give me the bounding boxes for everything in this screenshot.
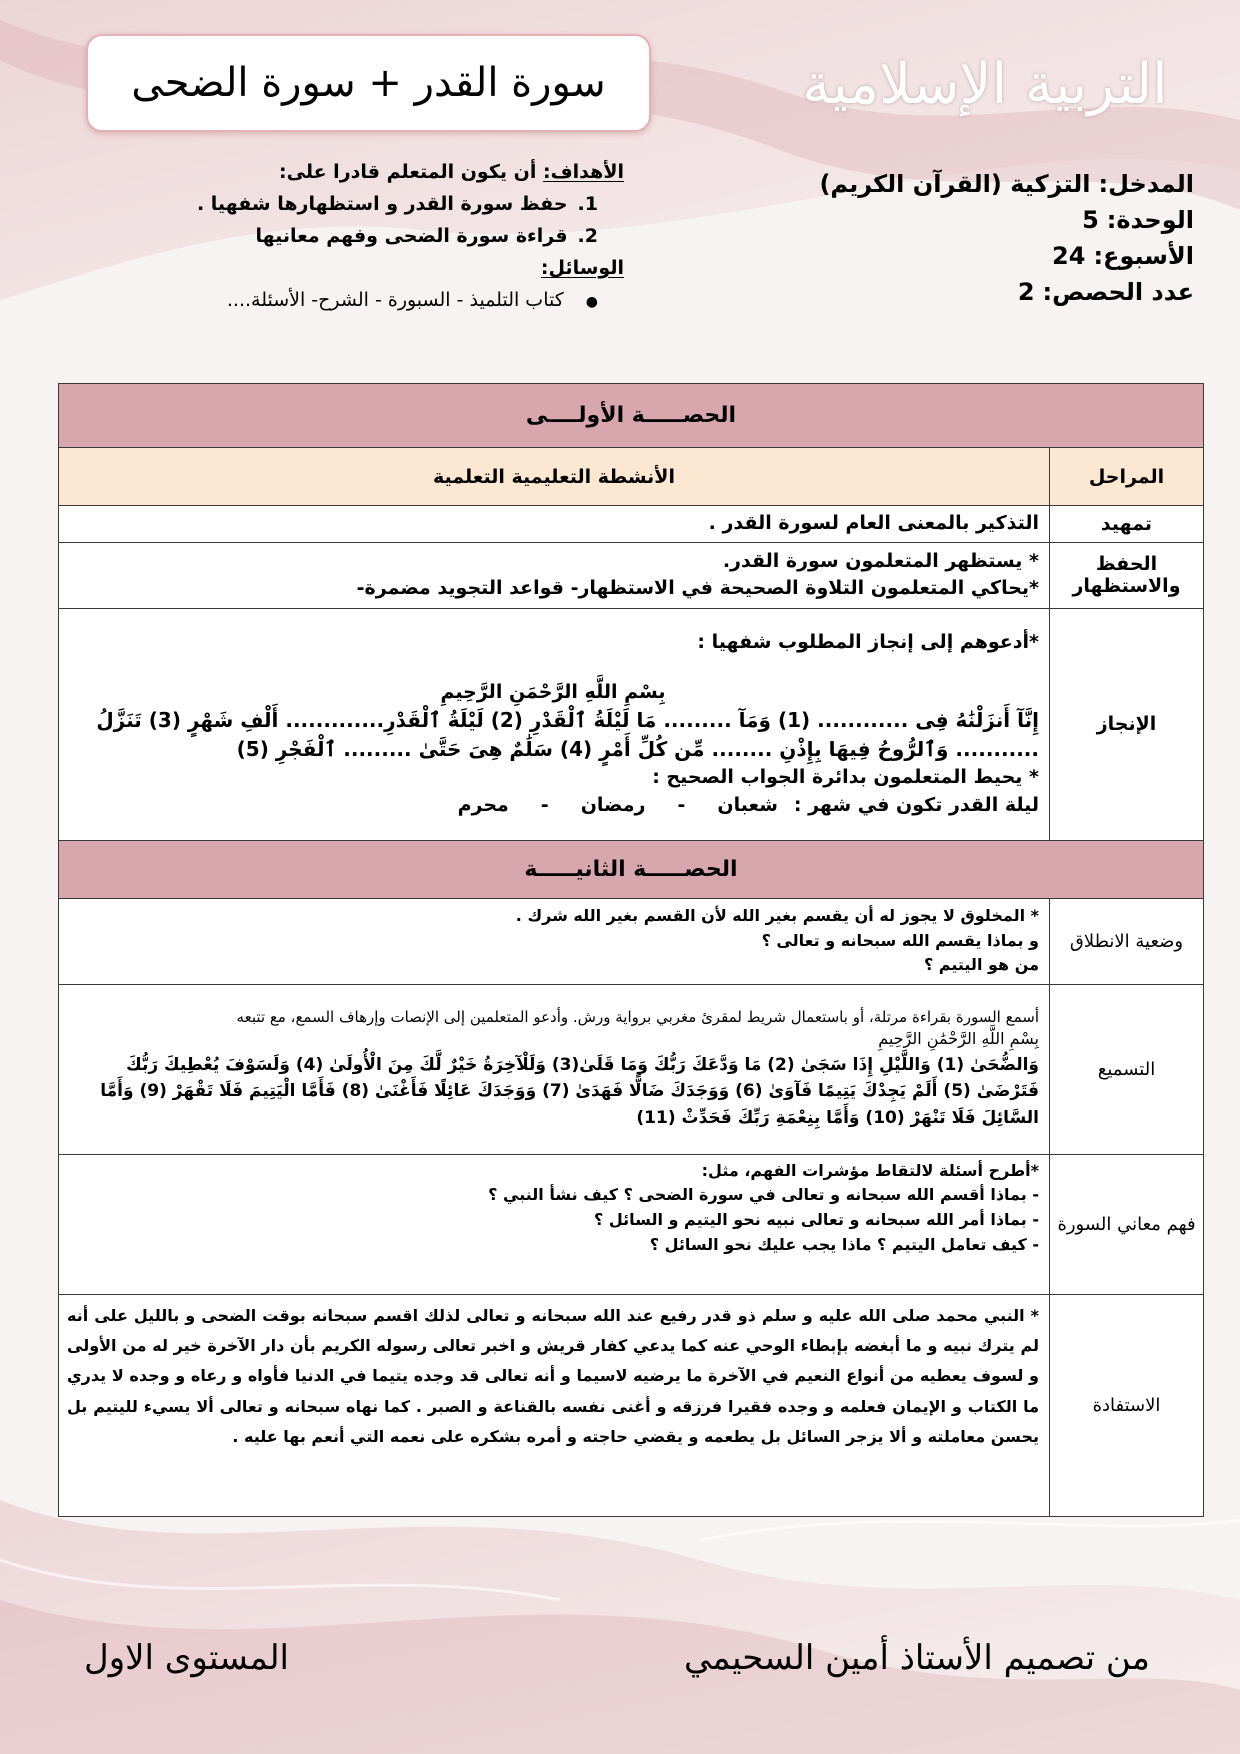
means-item: ●كتاب التلميذ - السبورة - الشرح- الأسئلة....	[226, 289, 598, 311]
answer-choices: ليلة القدر تكون في شهر :شعبان-رمضان-محرم	[457, 793, 1039, 816]
verse-line: السَّائِلَ فَلَا تَنْهَرْ (10) وَأَمَّا بِنِعْمَةِ رَبِّكَ فَحَدِّثْ (11)	[636, 1107, 1039, 1128]
info-week: الأسبوع:24	[1052, 242, 1194, 270]
table-row: تمهيد التذكير بالمعنى العام لسورة القدر .	[59, 506, 1204, 543]
info-unit: الوحدة:5	[1082, 206, 1194, 234]
means-heading: الوسائل:	[540, 257, 624, 279]
goal-item: 1.حفظ سورة القدر و استظهارها شفهيا .	[196, 193, 598, 215]
table-row: فهم معاني السورة *أطرح أسئلة لالتقاط مؤشرات الفهم، مثل: - بماذا أقسم الله سبحانه و تعالى في سورة الضحى ؟ كيف نشأ النبي ؟ - بماذا أمر الله سبحانه و تعالى نبيه نحو اليتيم و السائل ؟ - كيف تعامل اليتيم ؟ ماذا يجب عليك نحو السائل ؟	[59, 1154, 1204, 1294]
table-row: التسميع أسمع السورة بقراءة مرتلة، أو باستعمال شريط لمقرئ مغربي برواية ورش. وأدعو المتعلمين إلى الإنصات وإرهاف السمع، مع تتبعه بِسْمِ اللَّهِ الرَّحْمَٰنِ الرَّحِيمِ وَالضُّحَىٰ (1) وَاللَّيْلِ إِذَا سَجَىٰ (2) مَا وَدَّعَكَ رَبُّكَ وَمَا قَلَىٰ(3) وَلَلْآخِرَةُ خَيْرٌ لَّكَ مِنَ الْأُولَىٰ (4) وَلَسَوْفَ يُعْطِيكَ رَبُّكَ فَتَرْضَىٰ (5) أَلَمْ يَجِدْكَ يَتِيمًا فَآوَىٰ (6) وَوَجَدَكَ ضَالًّا فَهَدَىٰ (7) وَوَجَدَكَ عَائِلًا فَأَغْنَىٰ (8) فَأَمَّا الْيَتِيمَ فَلَا تَقْهَرْ (9) وَأَمَّا السَّائِلَ فَلَا تَنْهَرْ (10) وَأَمَّا بِنِعْمَةِ رَبِّكَ فَحَدِّثْ (11)	[59, 984, 1204, 1154]
col-stages: المراحل	[1050, 448, 1204, 506]
lesson-goals	[124, 156, 624, 316]
lesson-title-box	[86, 34, 651, 132]
session-header: الحصـــــة الثانيـــــة	[59, 840, 1204, 898]
col-activities: الأنشطة التعليمية التعلمية	[59, 448, 1050, 506]
table-row: الإنجاز *أدعوهم إلى إنجاز المطلوب شفهيا : بِسْمِ اللَّهِ الرَّحْمَنِ الرَّحِيمِ إِنَّآ أَنزَلْنَٰهُ فِى ............ (1) وَمَآ ......... مَا لَيْلَةُ ٱلْقَدْرِ (2) لَيْلَةُ ٱلْقَدْرِ............. أَلْفِ شَهْرٍ (3) تَنَزَّلُ ........... وَٱلرُّوحُ فِيهَا بِإِذْنِ ........ مِّن كُلِّ أَمْرٍ (4) سَلَٰمٌ هِىَ حَتَّىٰ ......... ٱلْفَجْرِ (5) * يحيط المتعلمون بدائرة الجواب الصحيح : ليلة القدر تكون في شهر :شعبان-رمضان-محرم	[59, 608, 1204, 840]
verse-line: ........... وَٱلرُّوحُ فِيهَا بِإِذْنِ ........ مِّن كُلِّ أَمْرٍ (4) سَلَٰمٌ هِىَ حَتَّىٰ ......... ٱلْفَجْرِ (5)	[236, 737, 1039, 762]
basmala: بِسْمِ اللَّهِ الرَّحْمَنِ الرَّحِيمِ	[440, 680, 666, 703]
bullet-icon: ●	[585, 294, 598, 310]
table-row: الاستفادة * النبي محمد صلى الله عليه و سلم ذو قدر رفيع عند الله سبحانه و تعالى لذلك اقسم سبحانه بوقت الضحى و بالليل على أنه لم يترك نبيه و ما أبغضه بإبطاء الوحي عنه كما يدعي كفار قريش و اخبر تعالى رسوله الكريم بأن دار الآخرة خير له من الأولى و لسوف يعطيه من أنواع النعيم في الآخرة ما يرضيه لاسيما و أنه تعالى قد وجده يتيما في الدنيا فأواه و رعاه و وجده لا يدري ما الكتاب و الإيمان فعلمه و وجده فقيرا فرزقه و أغنى نفسه بالقناعة و الصبر . كما نهاه سبحانه و تعالى ألا يسيء لليتيم بل يحسن معاملته و ألا يزجر السائل بل يطعمه و يقضي حاجته و أمره بشكره على نعمه التي أنعم بها عليه .	[59, 1294, 1204, 1516]
subject-heading: التربية الإسلامية	[802, 52, 1168, 117]
goal-item: 2.قراءة سورة الضحى وفهم معانيها	[255, 225, 598, 247]
session-header: الحصـــــة الأولــــى	[59, 384, 1204, 448]
table-row: الحفظ والاستظهار * يستظهر المتعلمون سورة القدر. *يحاكي المتعلمون التلاوة الصحيحة في الاستظهار- قواعد التجويد مضمرة-	[59, 542, 1204, 608]
verse-line: فَتَرْضَىٰ (5) أَلَمْ يَجِدْكَ يَتِيمًا فَآوَىٰ (6) وَوَجَدَكَ ضَالًّا فَهَدَىٰ (7) وَوَجَدَكَ عَائِلًا فَأَغْنَىٰ (8) فَأَمَّا الْيَتِيمَ فَلَا تَقْهَرْ (9) وَأَمَّا	[100, 1081, 1039, 1102]
basmala: بِسْمِ اللَّهِ الرَّحْمَٰنِ الرَّحِيمِ	[878, 1029, 1039, 1049]
table-row: وضعية الانطلاق * المخلوق لا يجوز له أن يقسم بغير الله لأن القسم بغير الله شرك . و بماذا يقسم الله سبحانه و تعالى ؟ من هو اليتيم ؟	[59, 898, 1204, 984]
grade-level: المستوى الاول	[84, 1638, 289, 1678]
goals-heading: الأهداف: أن يكون المتعلم قادرا على:	[279, 161, 624, 183]
author-credit: من تصميم الأستاذ أمين السحيمي	[683, 1638, 1150, 1678]
info-entry: المدخل:التزكية (القرآن الكريم)	[819, 170, 1194, 198]
lesson-info	[819, 166, 1194, 310]
info-sessions-count: عدد الحصص:2	[1017, 278, 1194, 306]
lesson-title: سورة القدر + سورة الضحى	[131, 60, 606, 106]
verse-line: وَالضُّحَىٰ (1) وَاللَّيْلِ إِذَا سَجَىٰ (2) مَا وَدَّعَكَ رَبُّكَ وَمَا قَلَىٰ(3) وَلَلْآخِرَةُ خَيْرٌ لَّكَ مِنَ الْأُولَىٰ (4) وَلَسَوْفَ يُعْطِيكَ رَبُّكَ	[126, 1055, 1039, 1076]
verse-line: إِنَّآ أَنزَلْنَٰهُ فِى ............ (1) وَمَآ ......... مَا لَيْلَةُ ٱلْقَدْرِ (2) لَيْلَةُ ٱلْقَدْرِ............. أَلْفِ شَهْرٍ (3) تَنَزَّلُ	[96, 708, 1039, 733]
column-headers	[59, 448, 1204, 506]
lesson-table	[58, 383, 1204, 1517]
